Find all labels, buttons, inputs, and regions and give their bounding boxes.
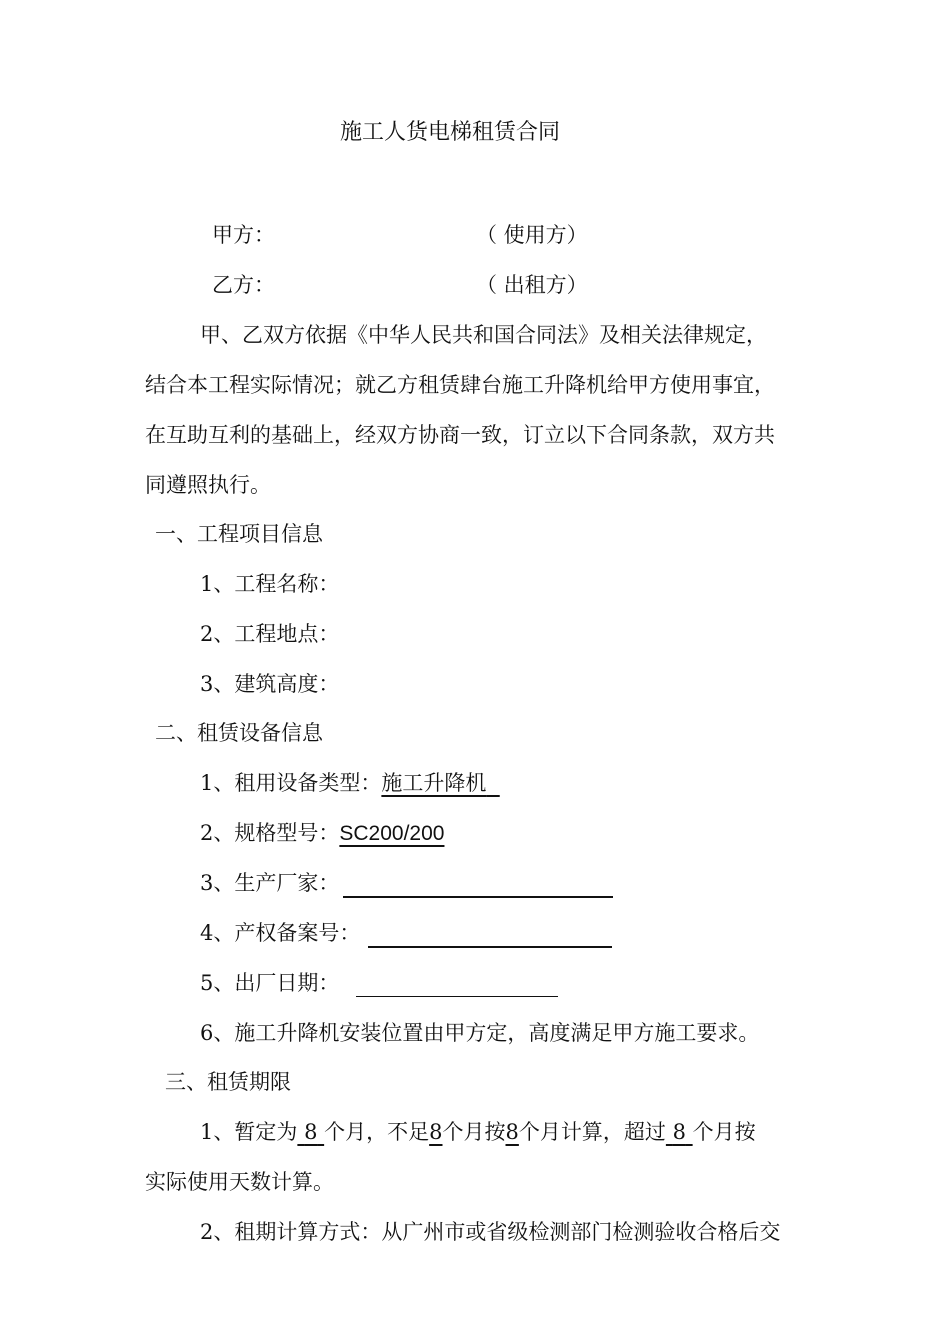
registration-no-label: 4、产权备案号： xyxy=(200,921,361,945)
equipment-type-row xyxy=(200,768,500,798)
preamble-line-2: 结合本工程实际情况；就乙方租赁肆台施工升降机给甲方使用事宜， xyxy=(145,373,775,397)
lease-term-text-c: 个月按 xyxy=(442,1120,506,1144)
lease-term-text-b: 个月，不足 xyxy=(324,1120,430,1144)
building-height-label: 3、建筑高度： xyxy=(200,672,340,696)
preamble-line-4: 同遵照执行。 xyxy=(145,473,271,497)
lease-term-continuation: 实际使用天数计算。 xyxy=(145,1170,334,1194)
lease-term-text-e: 个月按 xyxy=(692,1120,756,1144)
model-value: SC200/200 xyxy=(339,822,445,845)
section-2-heading: 二、租赁设备信息 xyxy=(155,721,323,745)
project-location-label: 2、工程地点： xyxy=(200,622,340,646)
equipment-type-value: 施工升降机 xyxy=(381,771,487,795)
manufacture-date-label: 5、出厂日期： xyxy=(200,971,340,995)
model-label: 2、规格型号： xyxy=(200,821,340,845)
months-value-4: 8 xyxy=(672,1120,686,1144)
manufacturer-blank xyxy=(343,896,613,898)
equipment-type-underline-pad xyxy=(486,771,499,795)
section-1-heading: 一、工程项目信息 xyxy=(155,522,323,546)
party-b-role: （ 出租方） xyxy=(476,273,588,297)
preamble-line-3: 在互助互利的基础上，经双方协商一致，订立以下合同条款，双方共 xyxy=(145,423,775,447)
preamble-line-1: 甲、乙双方依据《中华人民共和国合同法》及相关法律规定， xyxy=(200,323,767,347)
months-value-2: 8 xyxy=(429,1120,443,1144)
registration-no-blank xyxy=(368,946,612,948)
lease-calc-clause: 2、租期计算方式：从广州市或省级检测部门检测验收合格后交 xyxy=(200,1220,781,1244)
install-location-clause: 6、施工升降机安装位置由甲方定，高度满足甲方施工要求。 xyxy=(200,1021,760,1045)
section-3-heading: 三、租赁期限 xyxy=(165,1070,291,1094)
lease-term-text-a: 1、暂定为 xyxy=(200,1120,298,1144)
project-name-label: 1、工程名称： xyxy=(200,572,340,596)
party-a-label: 甲方： xyxy=(212,223,275,247)
lease-term-clause xyxy=(200,1117,756,1147)
party-b-label: 乙方： xyxy=(212,273,275,297)
lease-term-text-d: 个月计算，超过 xyxy=(518,1120,666,1144)
months-value-1: 8 xyxy=(304,1120,318,1144)
manufacturer-label: 3、生产厂家： xyxy=(200,871,340,895)
manufacture-date-blank xyxy=(356,996,558,997)
party-a-role: （ 使用方） xyxy=(476,223,588,247)
months-value-3: 8 xyxy=(505,1120,519,1144)
model-row xyxy=(200,818,444,849)
equipment-type-label: 1、租用设备类型： xyxy=(200,771,382,795)
page-title: 施工人货电梯租赁合同 xyxy=(339,120,560,145)
